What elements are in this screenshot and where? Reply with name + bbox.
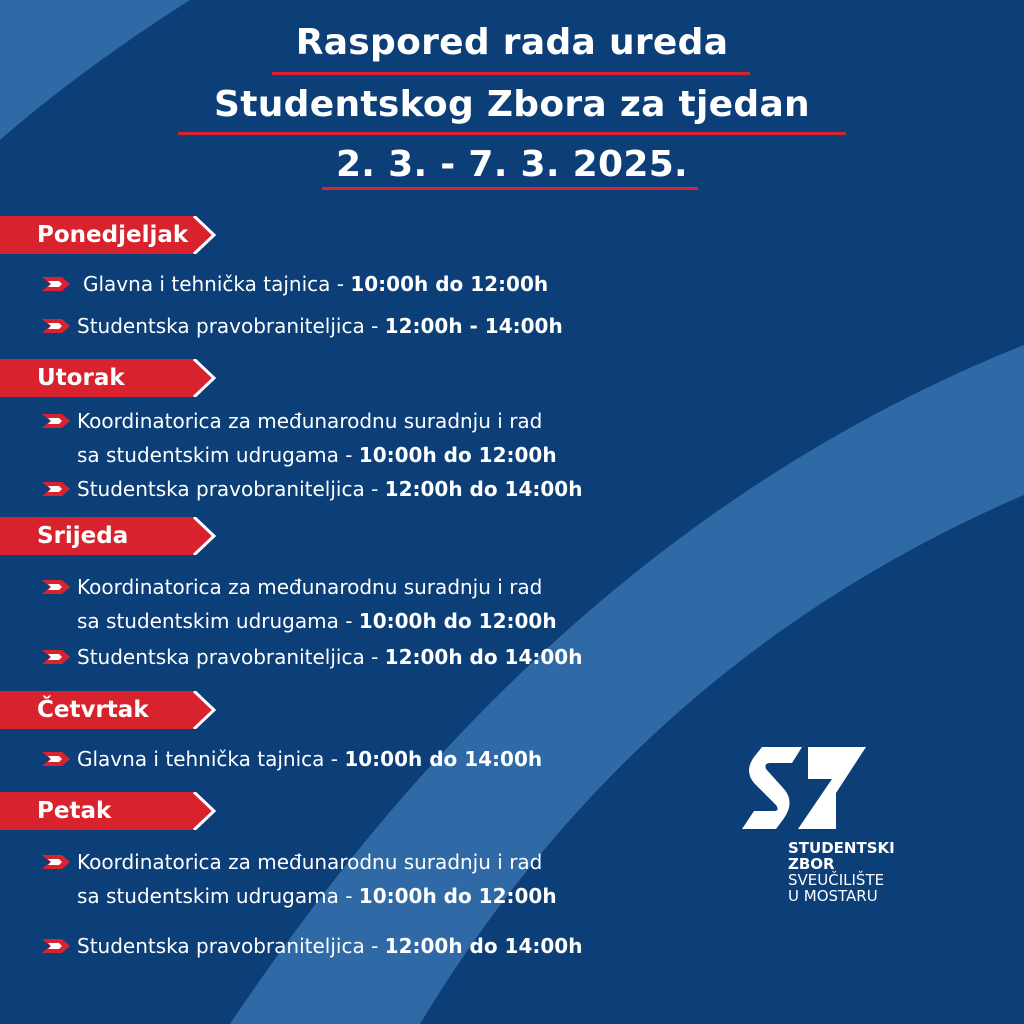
day-label: Srijeda bbox=[37, 523, 129, 549]
title-line-2: Studentskog Zbora za tjedan bbox=[214, 84, 810, 125]
day-tag-ponedjeljak bbox=[0, 216, 218, 254]
schedule-entry: Studentska pravobraniteljica - 12:00h - 14:00h bbox=[40, 309, 720, 343]
chevron-right-icon bbox=[42, 751, 72, 767]
chevron-right-icon bbox=[42, 854, 72, 870]
chevron-right-icon bbox=[42, 276, 72, 292]
logo-line-4: U MOSTARU bbox=[788, 887, 878, 905]
day-tag-srijeda bbox=[0, 517, 218, 555]
day-label: Utorak bbox=[37, 365, 125, 391]
chevron-right-icon bbox=[42, 579, 72, 595]
title-dates: 2. 3. - 7. 3. 2025. bbox=[335, 144, 689, 185]
schedule-entry: Studentska pravobraniteljica - 12:00h do 14:00h bbox=[40, 640, 720, 674]
schedule-entry: Studentska pravobraniteljica - 12:00h do 14:00h bbox=[40, 929, 720, 963]
chevron-right-icon bbox=[42, 649, 72, 665]
title-underline-3 bbox=[322, 187, 698, 190]
day-tag-cetvrtak bbox=[0, 691, 218, 729]
schedule-entry: Studentska pravobraniteljica - 12:00h do 14:00h bbox=[40, 472, 720, 506]
logo-line-3: SVEUČILIŠTE bbox=[788, 871, 885, 889]
logo-text bbox=[788, 840, 895, 904]
day-label: Četvrtak bbox=[37, 697, 149, 723]
title-underline-2 bbox=[178, 132, 846, 135]
chevron-right-icon bbox=[42, 318, 72, 334]
chevron-right-icon bbox=[42, 938, 72, 954]
title-underline-1 bbox=[272, 72, 750, 75]
logo-line-1: STUDENTSKI bbox=[788, 839, 895, 857]
title-line-1: Raspored rada ureda bbox=[295, 22, 729, 63]
day-label: Ponedjeljak bbox=[37, 222, 189, 248]
day-tag-petak bbox=[0, 792, 218, 830]
schedule-entry: Koordinatorica za međunarodnu suradnju i rad sa studentskim udrugama - 10:00h do 12:00h bbox=[40, 845, 720, 913]
schedule-entry: Koordinatorica za međunarodnu suradnju i rad sa studentskim udrugama - 10:00h do 12:00h bbox=[40, 404, 720, 472]
chevron-right-icon bbox=[42, 481, 72, 497]
schedule-entry: Koordinatorica za međunarodnu suradnju i rad sa studentskim udrugama - 10:00h do 12:00h bbox=[40, 570, 720, 638]
chevron-right-icon bbox=[42, 413, 72, 429]
logo-line-2: ZBOR bbox=[788, 855, 835, 873]
schedule-entry: Glavna i tehnička tajnica - 10:00h do 14:00h bbox=[40, 742, 720, 776]
day-tag-utorak bbox=[0, 359, 218, 397]
schedule-entry: Glavna i tehnička tajnica - 10:00h do 12:00h bbox=[40, 267, 720, 301]
day-label: Petak bbox=[37, 798, 112, 824]
sz-monogram-icon bbox=[740, 745, 870, 831]
